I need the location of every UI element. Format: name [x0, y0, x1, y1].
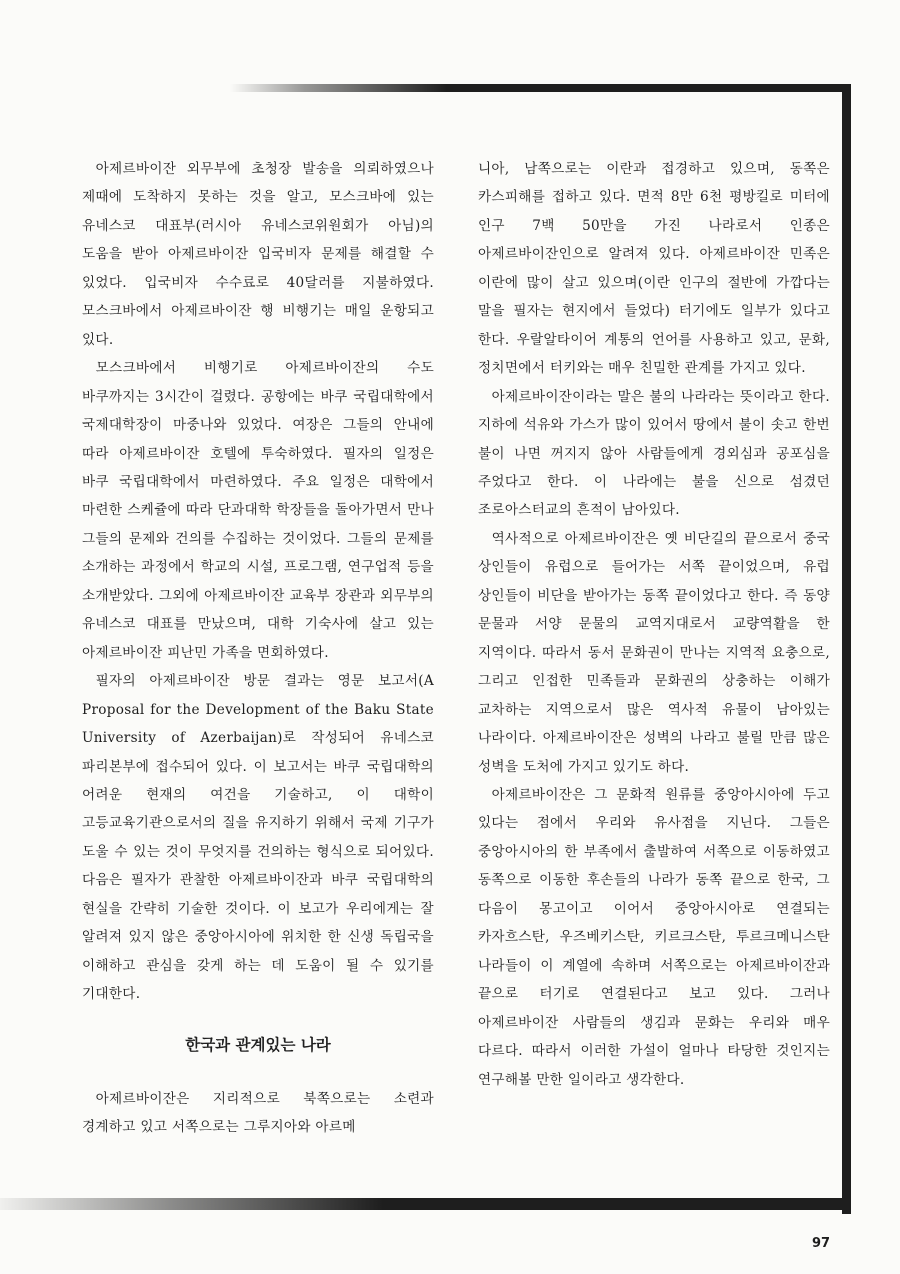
left-column: [82, 155, 434, 1142]
section-heading: 한국과 관계있는 나라: [185, 1035, 331, 1054]
bottom-rule: [0, 1198, 851, 1210]
paragraph: 아제르바이잔 외무부에 초청장 발송을 의뢰하였으나 제때에 도착하지 못하는 것을 알고, 모스크바에 있는 유네스코 대표부(러시아 유네스코위원회가 아님)의 도움을 받아 아제르바이잔 입국비자 문제를 해결할 수 있었다. 입국비자 수수료로 40달러를 지불하였다. 모스크바에서 아제르바이잔 행 비행기는 매일 운항되고 있다.: [82, 161, 434, 348]
paragraph: 니아, 남쪽으로는 이란과 접경하고 있으며, 동쪽은 카스피해를 접하고 있다. 면적 8만 6천 평방킬로 미터에 인구 7백 50만을 가진 나라로서 인종은 아제르바이잔인으로 알려져 있다. 아제르바이잔 민족은 이란에 많이 살고 있으며(이란 인구의 절반에 가깝다는 말을 필자는 현지에서 들었다) 터기에도 일부가 있다고 한다. 우랄알타이어 계통의 언어를 사용하고 있고, 문화, 정치면에서 터키와는 매우 친밀한 관계를 가지고 있다.: [478, 161, 830, 377]
paragraph: 아제르바이잔이라는 말은 불의 나라라는 뜻이라고 한다. 지하에 석유와 가스가 많이 있어서 땅에서 불이 솟고 한번 불이 나면 꺼지지 않아 사람들에게 경외심과 공포심을 주었다고 한다. 이 나라에는 불을 신으로 섬겼던 조로아스터교의 흔적이 남아있다.: [478, 388, 830, 519]
right-margin-rule: [842, 84, 851, 1214]
paragraph: 필자의 아제르바이잔 방문 결과는 영문 보고서(A Proposal for the Development of the Baku State University of Azerbaijan)로 작성되어 유네스코 파리본부에 접수되어 있다. 이 보고서는 바쿠 국립대학의 어려운 현재의 여건을 기술하고, 이 대학이 고등교육기관으로서의 질을 유지하기 위해서 국제 기구가 도울 수 있는 것이 무엇지를 건의하는 형식으로 되어있다. 다음은 필자가 관찰한 아제르바이잔과 바쿠 국립대학의 현실을 간략히 기술한 것이다. 이 보고가 우리에게는 잘 알려져 있지 않은 중앙아시아에 위치한 한 신생 독립국을 이해하고 관심을 갖게 하는 데 도움이 될 수 있기를 기대한다.: [82, 673, 434, 1003]
right-column: [478, 155, 830, 1094]
paragraph: 모스크바에서 비행기로 아제르바이잔의 수도 바쿠까지는 3시간이 걸렸다. 공항에는 바쿠 국립대학에서 국제대학장이 마중나와 있었다. 여장은 그들의 안내에 따라 아제르바이잔 호텔에 투숙하였다. 필자의 일정은 바쿠 국립대학에서 마련하였다. 주요 일정은 대학에서 마련한 스케쥴에 따라 단과대학 학장들을 돌아가면서 만나 그들의 문제와 건의를 수집하는 것이었다. 그들의 문제를 소개하는 과정에서 학교의 시설, 프로그램, 연구업적 등을 소개받았다. 그외에 아제르바이잔 교육부 장관과 외무부의 유네스코 대표를 만났으며, 대학 기숙사에 살고 있는 아제르바이잔 피난민 가족을 면회하였다.: [82, 360, 434, 661]
paragraph: 아제르바이잔은 그 문화적 원류를 중앙아시아에 두고 있다는 점에서 우리와 유사점을 지닌다. 그들은 중앙아시아의 한 부족에서 출발하여 서쪽으로 이동하였고 동쪽으로 이동한 후손들의 나라가 동쪽 끝으로 한국, 그 다음이 몽고이고 이어서 중앙아시아로 연결되는 카자흐스탄, 우즈베키스탄, 키르크스탄, 투르크메니스탄 나라들이 이 계열에 속하며 서쪽으로는 아제르바이잔과 끝으로 터기로 연결된다고 보고 있다. 그러나 아제르바이잔 사람들의 생김과 문화는 우리와 매우 다르다. 따라서 이러한 가설이 얼마나 타당한 것인지는 연구해볼 만한 일이라고 생각한다.: [478, 786, 830, 1088]
paragraph: 역사적으로 아제르바이잔은 옛 비단길의 끝으로서 중국 상인들이 유럽으로 들어가는 서쪽 끝이었으며, 유럽 상인들이 비단을 받아가는 동쪽 끝이었다고 한다. 즉 동양 문물과 서양 문물의 교역지대로서 교량역활을 한 지역이다. 따라서 동서 문화권이 만나는 지역적 요충으로, 그리고 인접한 민족들과 문화권의 상충하는 이해가 교차하는 지역으로서 많은 역사적 유물이 남아있는 나라이다. 아제르바이잔은 성벽의 나라고 불릴 만큼 많은 성벽을 도처에 가지고 있기도 하다.: [478, 530, 830, 775]
top-rule: [230, 84, 850, 92]
page-number: 97: [812, 1236, 831, 1251]
paragraph: 아제르바이잔은 지리적으로 북쪽으로는 소련과 경계하고 있고 서쪽으로는 그루지아와 아르메: [82, 1090, 434, 1136]
